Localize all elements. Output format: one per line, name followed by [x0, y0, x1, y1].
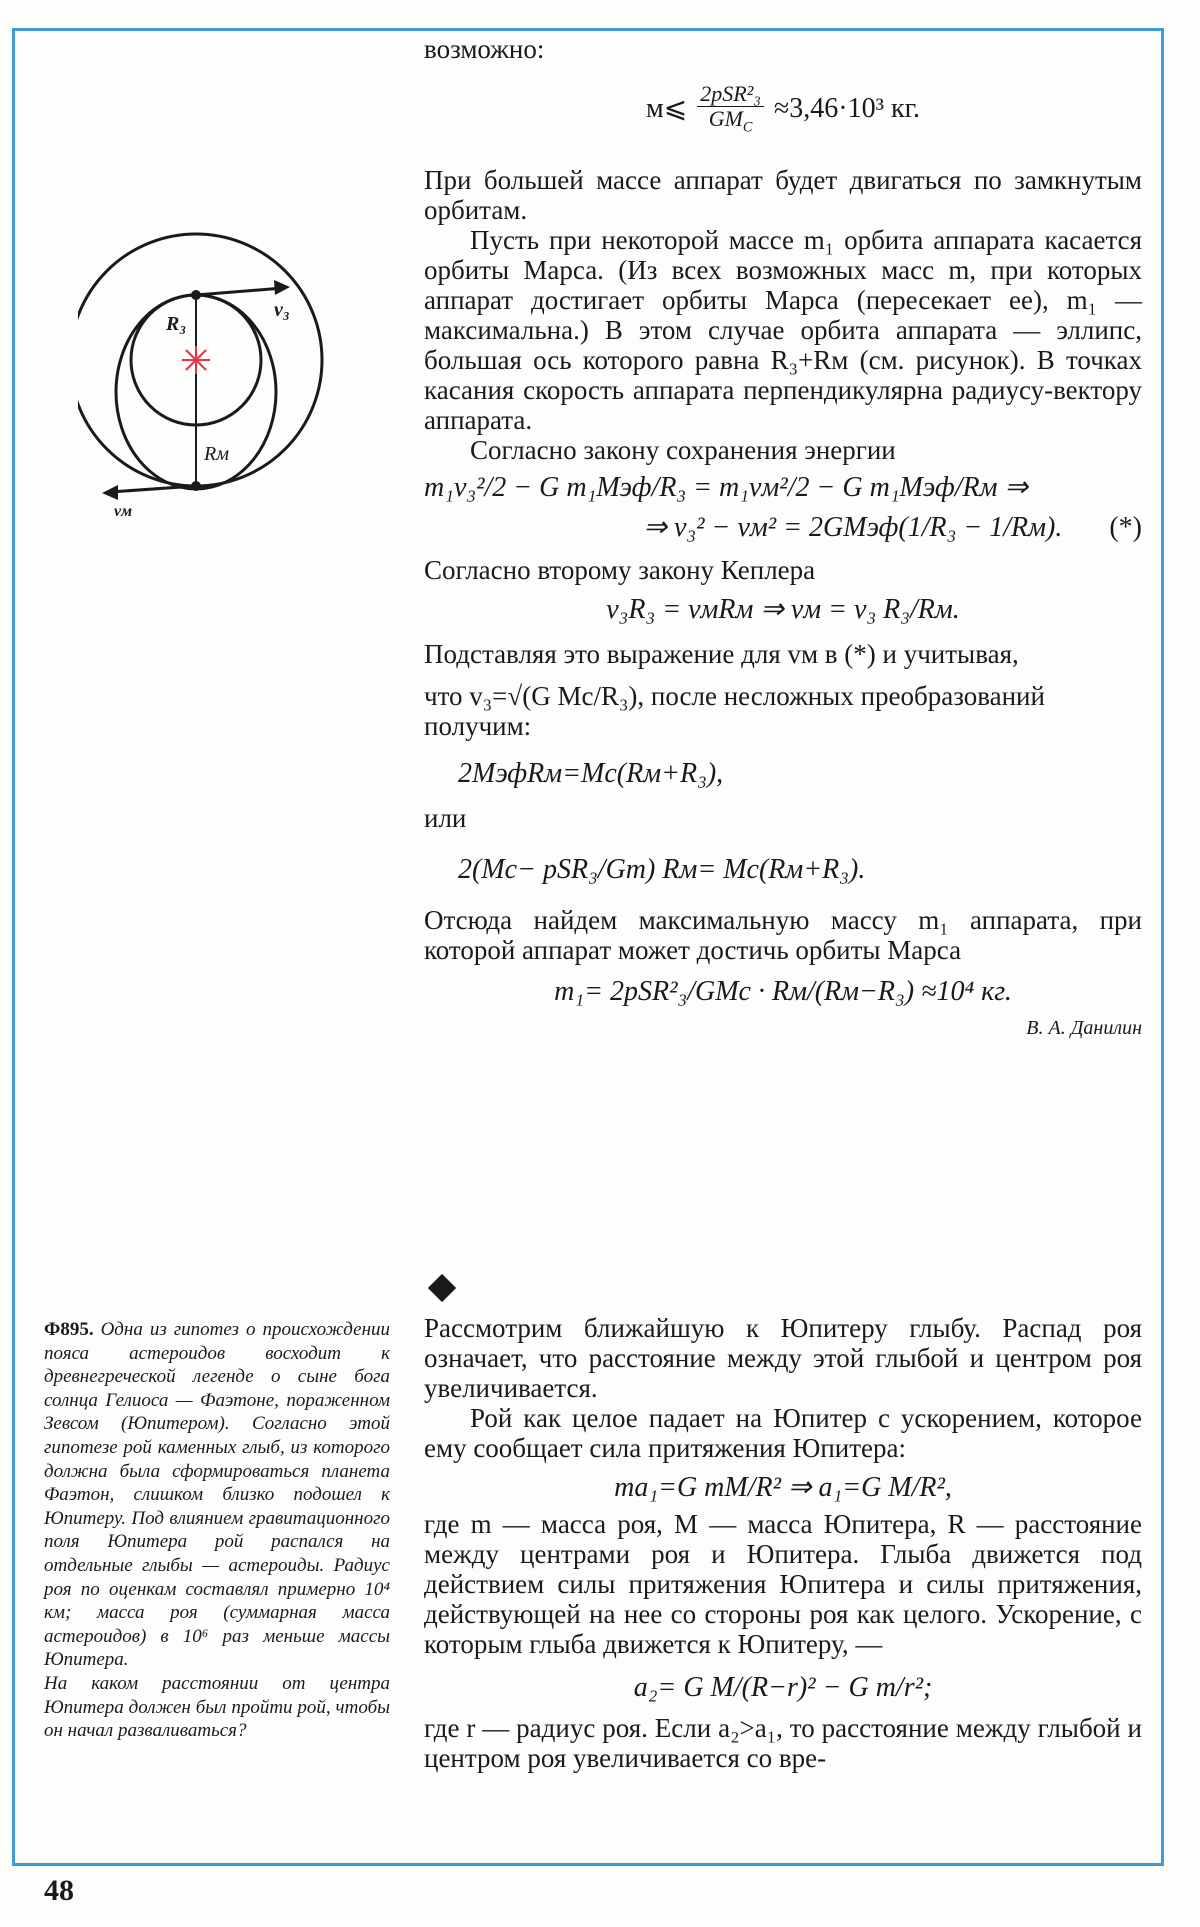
formula-velocity-diff-text: ⇒ v₃² − vм² = 2GMэф(1/R₃ − 1/Rм).	[643, 512, 1063, 544]
formula-m1: m₁= 2pSR²₃/GMc · Rм/(Rм−R₃) ≈10⁴ кг.	[554, 976, 1012, 1008]
formula-kepler: v₃R₃ = vмRм ⇒ vм = v₃ R₃/Rм.	[606, 594, 960, 626]
orbit-diagram	[78, 220, 338, 540]
formula-tag: (*)	[1109, 512, 1142, 544]
label-vm: vм	[114, 503, 133, 520]
formula-velocity-diff	[424, 513, 1142, 543]
line-possible: возможно:	[424, 34, 545, 64]
vm-arrow-head	[102, 485, 118, 500]
solution-2-text	[424, 1313, 1142, 1773]
paragraph-substitute: Подставляя это выражение для vм в (*) и учитывая,	[424, 639, 1019, 670]
paragraph-mars-orbit: Пусть при некоторой массе m₁ орбита аппарата касается орбиты Марса. (Из всех возможных масс m, при которых аппарат достигает орбиты Марса (пересекает ее), m₁ — максимальна.) В этом случае орбита аппарата — эллипс, большая ось которого равна R₃+Rм (см. рисунок). В точках касания скорость аппарата перпендикулярна радиусу-вектору аппарата.	[424, 225, 1142, 436]
formula-right: ≈3,46·10³ кг.	[773, 93, 920, 125]
formula-mass-balance: 2MэфRм=Mc(Rм+R₃),	[458, 758, 724, 790]
label-rm: Rм	[204, 443, 229, 465]
label-r3: R₃	[166, 313, 187, 335]
formula-fraction	[697, 82, 764, 139]
formula-left: м⩽	[646, 93, 688, 125]
v3-arrow-head	[274, 280, 290, 295]
paragraph-max-mass: Отсюда найдем максимальную массу m₁ аппарата, при которой аппарат может достичь орбиты Марса	[424, 905, 1142, 966]
paragraph-kepler: Согласно второму закону Кеплера	[424, 555, 816, 586]
problem-sidebar	[44, 1318, 390, 1743]
formula-max-mass	[424, 82, 1142, 139]
paragraph-swarm-falls: Рой как целое падает на Юпитер с ускорением, которое ему сообщает сила притяжения Юпитера:	[424, 1403, 1142, 1463]
word-or: или	[424, 803, 467, 834]
paragraph-nearest-block: Рассмотрим ближайшую к Юпитеру глыбу. Распад роя означает, что расстояние между этой глыбой и центром роя увеличивается.	[424, 1313, 1142, 1403]
solution-text	[424, 34, 1142, 1043]
v3-arrow-line	[196, 288, 283, 295]
problem-body: Одна из гипотез о происхождении пояса астероидов восходит к древнегреческой легенде о сыне бога солнца Гелиоса — Фаэтоне, пораженном Зевсом (Юпитером). Согласно этой гипотезе рой каменных глыб, из которого должна была сформироваться планета Фаэтон, слишком близко подошел к Юпитеру. Под влиянием гравитационного поля Юпитера рой распался на отдельные глыбы — астероиды. Радиус роя по оценкам составлял примерно 10⁴ км; масса роя (суммарная масса астероидов) в 10⁶ раз меньше массы Юпитера.	[44, 1319, 390, 1671]
problem-text	[44, 1318, 390, 1672]
paragraph-definitions: где m — масса роя, M — масса Юпитера, R — расстояние между центрами роя и Юпитера. Глыба движется под действием силы притяжения Юпитера и силы притяжения, действующей на нее со стороны роя как целого. Ускорение, с которым глыба движется к Юпитеру, —	[424, 1509, 1142, 1659]
paragraph-radius: где r — радиус роя. Если a₂>a₁, то расстояние между глыбой и центром роя увеличивается со вре-	[424, 1713, 1142, 1773]
formula-a2: a₂= G M/(R−r)² − G m/r²;	[633, 1672, 933, 1703]
paragraph-v3: что v₃=√(G Mc/R₃), после несложных преобразований	[424, 681, 1045, 712]
formula-energy: m₁v₃²/2 − G m₁Mэф/R₃ = m₁vм²/2 − G m₁Mэф/Rм ⇒	[424, 472, 1028, 504]
problem-question: На каком расстоянии от центра Юпитера должен был пройти рой, чтобы он начал разваливаться?	[44, 1672, 390, 1742]
page-number: 48	[44, 1874, 74, 1907]
fraction-numerator: 2pSR²₃	[697, 82, 764, 107]
den-text: GM	[708, 106, 743, 131]
paragraph-obtain: получим:	[424, 711, 532, 742]
den-sub: C	[742, 119, 753, 136]
label-v3: v₃	[274, 299, 290, 321]
problem-label: Ф895.	[44, 1319, 94, 1340]
paragraph-closed-orbits: При большей массе аппарат будет двигаться по замкнутым орбитам.	[424, 165, 1142, 226]
author-signature: В. А. Данилин	[1026, 1017, 1142, 1040]
formula-mass-balance-2: 2(Mc− pSR₃/Gm) Rм= Mc(Rм+R₃).	[458, 854, 866, 886]
formula-a1: ma₁=G mM/R² ⇒ a₁=G M/R²,	[614, 1472, 952, 1503]
sun-icon	[182, 346, 210, 374]
fraction-denominator	[697, 107, 764, 139]
paragraph-energy: Согласно закону сохранения энергии	[470, 435, 896, 466]
